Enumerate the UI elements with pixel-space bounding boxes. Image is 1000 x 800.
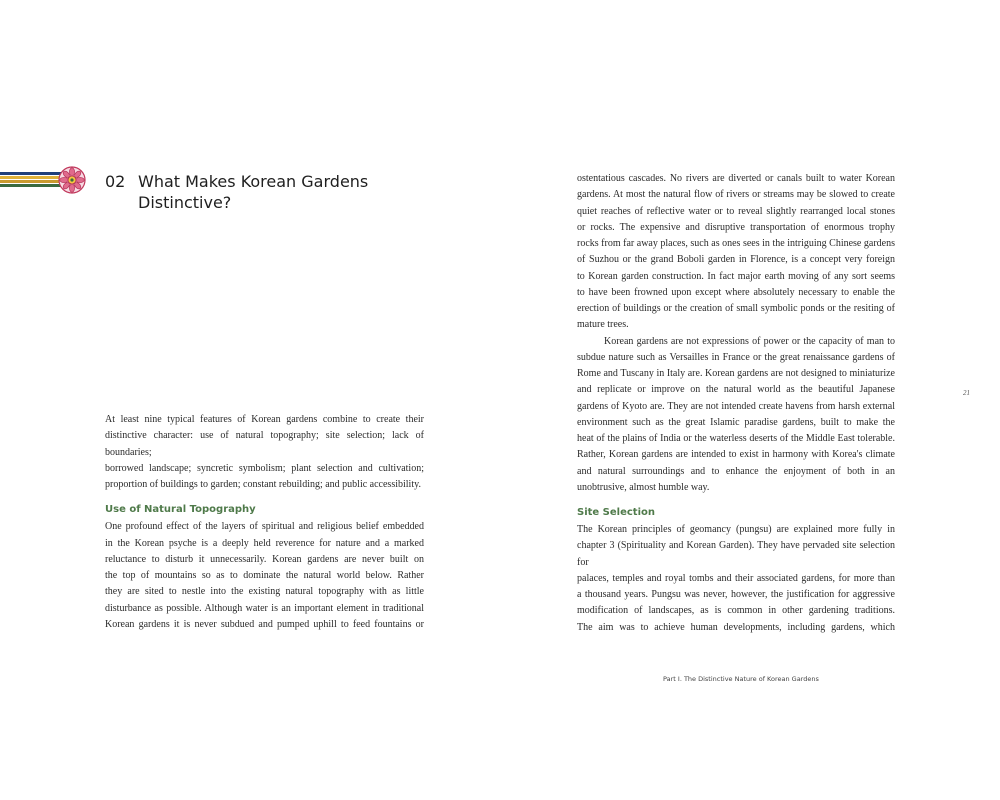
section-heading-topography: Use of Natural Topography xyxy=(105,504,256,516)
page-number: 21 xyxy=(963,389,970,397)
text-line: Rome and Tuscany in Italy are. Korean gardens are not designed to miniaturize xyxy=(577,368,895,379)
stripe-green xyxy=(0,184,62,187)
text-line: Korean gardens are not expressions of power or the capacity of man to xyxy=(604,335,895,347)
topography-paragraph xyxy=(105,519,424,633)
text-line: The aim was to achieve human developments, including gardens, which xyxy=(577,621,895,633)
text-line: One profound effect of the layers of spiritual and religious belief embedded xyxy=(105,521,424,533)
text-line: disturbance as possible. Although water is an important element in traditional xyxy=(105,602,424,614)
text-line: to Korean garden construction. In fact major earth moving of any sort seems xyxy=(577,270,895,282)
paragraph-1 xyxy=(577,171,895,334)
right-column xyxy=(577,171,895,636)
text-line: chapter 3 (Spirituality and Korean Garden). They have pervaded site selection for xyxy=(577,540,895,568)
text-line: a thousand years. Pungsu was never, however, the justification for aggressive xyxy=(577,589,895,600)
text-line: unobtrusive, almost humble way. xyxy=(577,481,710,493)
intro-paragraph xyxy=(105,412,424,493)
text-line: reluctance to disturb it unnecessarily. Korean gardens are never built on xyxy=(105,553,424,565)
text-line: they are sited to nestle into the existing natural topography with as little xyxy=(105,586,424,598)
left-column xyxy=(105,412,424,633)
text-line: Rather, Korean gardens are intended to exist in harmony with Korea's climate xyxy=(577,449,895,461)
text-line: erection of buildings or the creation of small symbolic ponds or the resiting of xyxy=(577,303,895,314)
chapter-title-line1: What Makes Korean Gardens xyxy=(138,172,369,191)
chapter-title xyxy=(105,171,435,213)
text-line: and natural surroundings and to enhance the enjoyment of both in an xyxy=(577,465,895,477)
stripe-gold xyxy=(0,180,62,183)
text-line: proportion of buildings to garden; constant rebuilding; and public accessibility. xyxy=(105,479,421,490)
text-line: Korean gardens it is never subdued and pumped uphill to feed fountains or xyxy=(105,618,424,630)
chapter-title-line2: Distinctive? xyxy=(138,193,232,212)
text-line: of Suzhou or the grand Boboli garden in Florence, is a concept very foreign xyxy=(577,254,895,266)
text-line: to have been frowned upon except where absolutely necessary to enable the xyxy=(577,286,895,298)
paragraph-2 xyxy=(577,334,895,497)
section-heading-site-selection: Site Selection xyxy=(577,507,655,518)
text-line: The Korean principles of geomancy (pungsu) are explained more fully in xyxy=(577,524,895,535)
text-line: or rocks. The expensive and disruptive transportation of enormous trophy xyxy=(577,221,895,233)
text-line: gardens. At most the natural flow of rivers or streams may be slowed to create xyxy=(577,189,895,201)
running-footer: Part I. The Distinctive Nature of Korean Gardens xyxy=(663,675,819,683)
text-line: subdue nature such as Versailles in France or the great renaissance gardens of xyxy=(577,351,895,363)
text-line: gardens of Kyoto are. They are not intended create havens from harsh external xyxy=(577,400,895,412)
stripe-yellow xyxy=(0,176,62,179)
text-line: palaces, temples and royal tombs and their associated gardens, for more than xyxy=(577,572,895,584)
text-line: ostentatious cascades. No rivers are diverted or canals built to water Korean xyxy=(577,173,895,184)
chapter-number: 02 xyxy=(105,172,126,191)
lotus-rosette-icon xyxy=(58,166,86,194)
text-line: and replicate or improve on the natural world as the beautiful Japanese xyxy=(577,384,895,396)
text-line: environment such as the great Islamic paradise gardens, built to make the xyxy=(577,416,895,428)
decorative-color-stripes xyxy=(0,172,62,189)
site-selection-paragraph xyxy=(577,522,895,636)
stripe-navy xyxy=(0,172,62,175)
text-line: mature trees. xyxy=(577,319,629,331)
text-line: the top of mountains so as to dominate the natural world below. Rather xyxy=(105,570,424,581)
text-line: heat of the plains of India or the waterless deserts of the Middle East tolerable. xyxy=(577,433,895,444)
text-line: modification of landscapes, as is common in other gardening traditions. xyxy=(577,605,895,617)
text-line: distinctive character: use of natural topography; site selection; lack of boundaries; xyxy=(105,430,424,458)
text-line: borrowed landscape; syncretic symbolism; plant selection and cultivation; xyxy=(105,462,424,474)
text-line: quiet reaches of reflective water or to reveal slightly rearranged local stones xyxy=(577,205,895,217)
text-line: in the Korean psyche is a deeply held reverence for nature and a marked xyxy=(105,537,424,549)
text-line: rocks from far away places, such as ones sees in the intriguing Chinese gardens xyxy=(577,238,895,249)
text-line: At least nine typical features of Korean gardens combine to create their xyxy=(105,414,424,425)
